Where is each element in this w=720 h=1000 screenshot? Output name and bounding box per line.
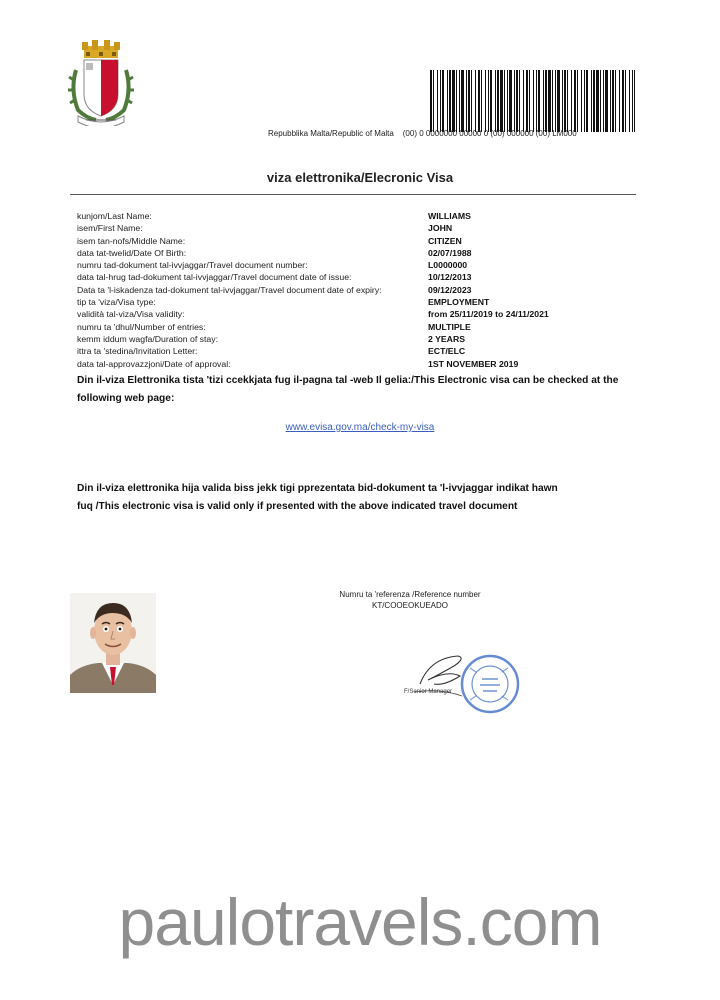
document-title: viza elettronika/Elecronic Visa	[266, 170, 454, 185]
field-value: ECT/ELC	[428, 346, 466, 357]
field-label: numru ta 'dhul/Number of entries:	[77, 321, 206, 332]
check-visa-link[interactable]: www.evisa.gov.ma/check-my-visa	[285, 422, 435, 433]
field-value: 09/12/2023	[428, 284, 472, 295]
field-label: numru tad-dokument tal-ivvjaggar/Travel document number:	[77, 260, 308, 271]
republic-label: Repubblika Malta/Republic of Malta	[268, 129, 394, 138]
field-row	[77, 222, 637, 234]
holder-photo	[70, 593, 156, 693]
check-instructions: Din il-viza Elettronika tista 'tizi ccekkjata fug il-pagna tal -web Il gelia:/This Electronic visa can be checked at the following web page:	[77, 375, 619, 404]
signature-title: F/Senior Manager	[404, 689, 453, 695]
reference-number: KT/COOEOKUEADO	[371, 601, 448, 610]
field-label: data tal-hrug tad-dokument tal-ivvjaggar/Travel document date of issue:	[77, 272, 352, 283]
field-row	[77, 247, 637, 259]
title-divider	[70, 194, 636, 195]
coat-of-arms-emblem	[66, 40, 136, 126]
field-row	[77, 259, 637, 271]
field-label: validità tal-viza/Visa validity:	[77, 309, 185, 320]
field-value: from 25/11/2019 to 24/11/2021	[428, 309, 549, 320]
field-value: WILLIAMS	[428, 211, 471, 221]
field-value: 10/12/2013	[428, 272, 472, 283]
field-label: isem tan-nofs/Middle Name:	[77, 235, 186, 246]
header-line	[268, 129, 577, 138]
barcode	[430, 70, 635, 132]
field-value: CITIZEN	[428, 235, 462, 246]
field-row	[77, 345, 637, 357]
field-label: tip ta 'viza/Visa type:	[77, 297, 156, 308]
field-row	[77, 210, 637, 222]
field-label: kunjom/Last Name:	[77, 211, 152, 221]
field-row	[77, 296, 637, 308]
field-label: data tat-twelid/Date Of Birth:	[77, 247, 187, 258]
barcode-number: (00) 0 0000000 00000 0 (00) 000000 (00) LM000	[402, 129, 577, 138]
validity-notice: Din il-viza elettronika hija valida biss jekk tigi pprezentata bid-dokument ta 'l-ivvjaggar indikat hawn fuq /This electronic visa is valid only if presented with the above indicated travel document	[77, 483, 558, 512]
signature-stamp	[400, 640, 530, 730]
visa-fields	[77, 210, 637, 370]
field-value: EMPLOYMENT	[428, 297, 490, 308]
field-row	[77, 271, 637, 283]
field-value: L0000000	[428, 260, 468, 271]
field-label: isem/First Name:	[77, 223, 143, 234]
field-row	[77, 235, 637, 247]
field-value: 2 YEARS	[428, 333, 466, 344]
field-row	[77, 321, 637, 333]
reference-label: Numru ta 'referenza /Reference number	[339, 590, 481, 599]
field-label: Data ta 'l-iskadenza tad-dokument tal-ivvjaggar/Travel document date of expiry:	[77, 284, 382, 295]
field-label: data tal-approvazzjoni/Date of approval:	[77, 358, 231, 369]
field-label: ittra ta 'stedina/Invitation Letter:	[77, 346, 198, 357]
field-value: JOHN	[428, 223, 453, 234]
field-value: 1ST NOVEMBER 2019	[428, 358, 519, 369]
field-row	[77, 333, 637, 345]
field-row	[77, 358, 637, 370]
watermark-text: paulotravels.com	[118, 885, 602, 959]
field-label: kemm iddum wagfa/Duration of stay:	[77, 333, 218, 344]
field-row	[77, 308, 637, 320]
field-row	[77, 284, 637, 296]
field-value: 02/07/1988	[428, 247, 472, 258]
field-value: MULTIPLE	[428, 321, 471, 332]
